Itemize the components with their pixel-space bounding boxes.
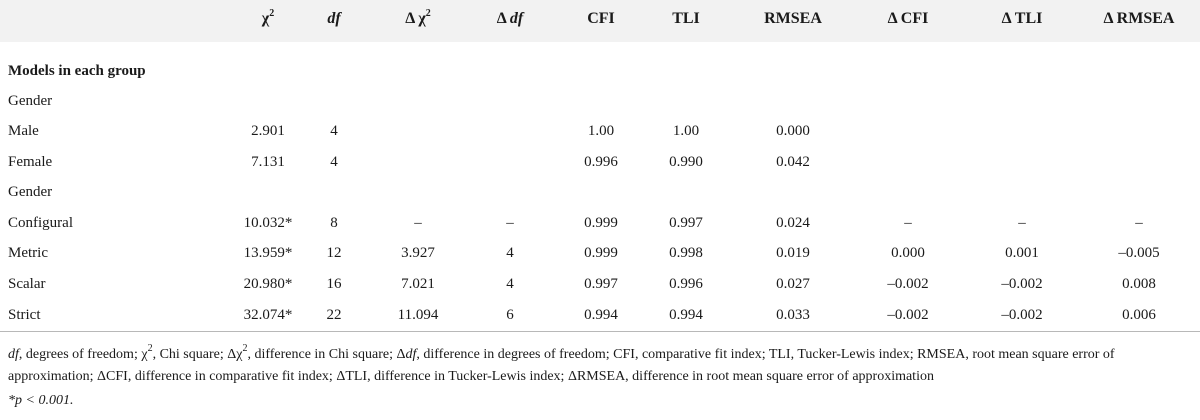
cell-cfi: 0.997	[584, 276, 618, 292]
cell-delta-df: 4	[506, 245, 514, 261]
header-delta-df: Δ df	[496, 10, 524, 27]
cell-cfi: 0.994	[584, 307, 618, 323]
cell-delta-df: –	[506, 215, 514, 231]
cell-delta-rmsea: 0.006	[1122, 307, 1156, 323]
cell-df: 22	[326, 307, 342, 323]
cell-tli: 0.996	[669, 276, 703, 292]
cell-chi2: 10.032*	[243, 215, 293, 231]
group-label-gender-2: Gender	[8, 184, 53, 200]
cell-tli: 1.00	[672, 123, 700, 139]
header-delta-cfi: Δ CFI	[887, 10, 929, 27]
cell-rmsea: 0.019	[776, 245, 810, 261]
cell-rmsea: 0.027	[776, 276, 810, 292]
cell-df: 4	[330, 154, 338, 170]
cell-delta-tli: –	[1018, 215, 1026, 231]
cell-delta-tli: 0.001	[1005, 245, 1039, 261]
group-label-gender: Gender	[8, 93, 53, 109]
row-label-strict: Strict	[8, 307, 41, 323]
cell-delta-cfi: –0.002	[887, 307, 929, 323]
row-label-scalar: Scalar	[8, 276, 46, 292]
cell-delta-chi2: 11.094	[397, 307, 439, 323]
cell-tli: 0.997	[669, 215, 703, 231]
cell-cfi: 0.999	[584, 215, 618, 231]
row-label-female: Female	[8, 154, 53, 170]
cell-delta-cfi: 0.000	[891, 245, 925, 261]
cell-chi2: 2.901	[251, 123, 285, 139]
header-delta-chi-square: Δ $\chi^2$	[405, 7, 431, 27]
cell-delta-rmsea: 0.008	[1122, 276, 1156, 292]
cell-rmsea: 0.033	[776, 307, 810, 323]
header-delta-rmsea: Δ RMSEA	[1103, 10, 1175, 27]
cell-chi2: 7.131	[251, 154, 285, 170]
cell-delta-cfi: –	[904, 215, 912, 231]
row-label-configural: Configural	[8, 215, 73, 231]
row-label-male: Male	[8, 123, 39, 139]
cell-rmsea: 0.000	[776, 123, 810, 139]
cell-delta-chi2: –	[414, 215, 422, 231]
header-rmsea: RMSEA	[764, 10, 822, 27]
section-title: Models in each group	[8, 63, 146, 79]
footnote-df-term: df	[8, 347, 19, 362]
cell-df: 8	[330, 215, 338, 231]
table-footnote: df, degrees of freedom; $\chi^2$, Chi square; $\Delta\chi^2$, difference in Chi square; Δdf, difference in degrees of freedom; CFI, comparative fit index; TLI, Tucker-Lewis index; RMSEA, root mean square error of approximation; ΔCFI, difference in comparative fit index; ΔTLI, difference in Tucker-Lewis index; ΔRMSEA, difference in root mean square error of approximation	[8, 343, 1115, 384]
cell-tli: 0.990	[669, 154, 703, 170]
cell-delta-chi2: 3.927	[401, 245, 435, 261]
cell-df: 4	[330, 123, 338, 139]
cell-delta-chi2: 7.021	[401, 276, 435, 292]
cell-df: 12	[326, 245, 342, 261]
cell-chi2: 32.074*	[243, 307, 293, 323]
cell-delta-tli: –0.002	[1001, 307, 1043, 323]
cell-tli: 0.994	[669, 307, 703, 323]
cell-cfi: 1.00	[587, 123, 615, 139]
cell-cfi: 0.999	[584, 245, 618, 261]
cell-cfi: 0.996	[584, 154, 618, 170]
header-delta-tli: Δ TLI	[1001, 10, 1043, 27]
cell-delta-cfi: –0.002	[887, 276, 929, 292]
cell-chi2: 13.959*	[243, 245, 293, 261]
cell-tli: 0.998	[669, 245, 703, 261]
header-tli: TLI	[672, 10, 700, 27]
cell-delta-df: 4	[506, 276, 514, 292]
table-bottom-rule	[0, 331, 1200, 332]
cell-df: 16	[326, 276, 342, 292]
cell-rmsea: 0.042	[776, 154, 810, 170]
header-chi-square: $\chi^2$	[261, 7, 275, 27]
cell-delta-df: 6	[506, 307, 514, 323]
cell-chi2: 20.980*	[243, 276, 293, 292]
cell-rmsea: 0.024	[776, 215, 810, 231]
header-df: df	[327, 10, 341, 27]
footnote-significance: *p < 0.001.	[8, 393, 74, 408]
row-label-metric: Metric	[8, 245, 48, 261]
cell-delta-tli: –0.002	[1001, 276, 1043, 292]
cell-delta-rmsea: –0.005	[1118, 245, 1160, 261]
header-cfi: CFI	[587, 10, 615, 27]
cell-delta-rmsea: –	[1135, 215, 1143, 231]
